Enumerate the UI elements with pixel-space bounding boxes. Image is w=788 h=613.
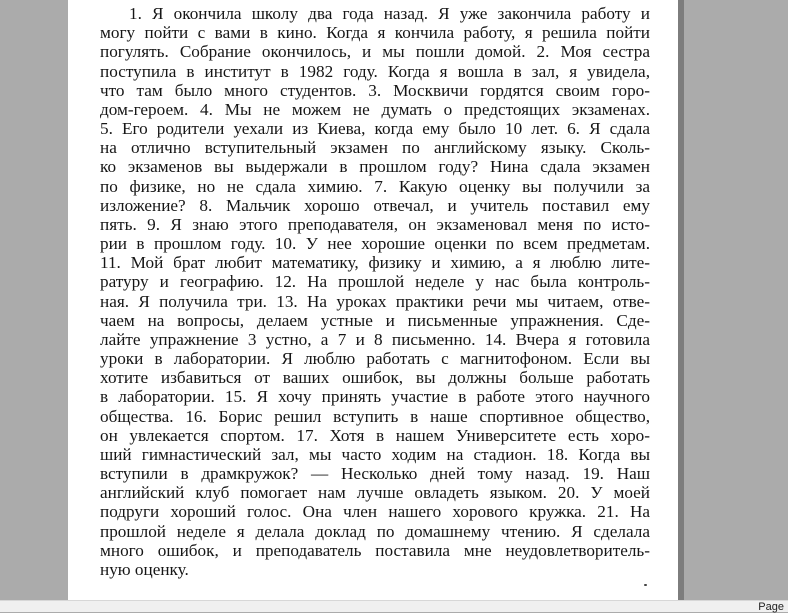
text-line: погулять. Собрание окончилось, и мы пошли домой. 2. Моя сестра bbox=[100, 42, 650, 62]
text-line: прошлой неделе я делала доклад по домашнему чтению. Я сделала bbox=[100, 521, 650, 541]
text-line: ко экзаменов вы выдержали в прошлом году? Нина сдала экзамен bbox=[100, 157, 650, 177]
text-line: вступили в драмкружок? — Несколько дней тому назад. 19. Наш bbox=[100, 464, 650, 484]
text-line: на отлично вступительный экзамен по английскому языку. Сколь- bbox=[100, 138, 650, 158]
text-line: по физике, но не сдала химию. 7. Какую оценку вы получили за bbox=[100, 176, 650, 196]
text-line: что там было много студентов. 3. Москвичи гордятся своим горо- bbox=[100, 80, 650, 100]
text-line: поступила в институт в 1982 году. Когда я вошла в зал, я увидела, bbox=[100, 61, 650, 81]
scan-speck bbox=[644, 584, 647, 586]
text-line: он увлекается спортом. 17. Хотя в нашем Университете есть хоро- bbox=[100, 425, 650, 445]
text-line: уроки в лаборатории. Я люблю работать с магнитофоном. Если вы bbox=[100, 349, 650, 369]
document-page[interactable] bbox=[68, 0, 678, 600]
status-bar bbox=[0, 600, 788, 612]
text-line: ратуру и географию. 12. На прошлой неделе у нас была контроль- bbox=[100, 272, 650, 292]
text-line: изложение? 8. Мальчик хорошо отвечал, и учитель поставил ему bbox=[100, 195, 650, 215]
text-line: английский клуб помогает нам лучше овладеть языком. 20. У моей bbox=[100, 483, 650, 503]
text-line: ная. Я получила три. 13. На уроках практики речи мы читаем, отве- bbox=[100, 291, 650, 311]
text-line: в лаборатории. 15. Я хочу принять участие в работе этого научного bbox=[100, 387, 650, 407]
text-line: рии в прошлом году. 10. У нее хорошие оценки по всем предметам. bbox=[100, 234, 650, 254]
page-text-block bbox=[100, 4, 650, 579]
text-line: много ошибок, и преподаватель поставила мне неудовлетворитель- bbox=[100, 540, 650, 560]
text-line: 11. Мой брат любит математику, физику и химию, а я люблю лите- bbox=[100, 253, 650, 273]
text-line: ную оценку. bbox=[100, 559, 189, 579]
text-line: подруги хороший голос. Она член нашего хорового кружка. 21. На bbox=[100, 502, 650, 522]
text-line: 1. Я окончила школу два года назад. Я уже закончила работу и bbox=[129, 4, 650, 23]
text-line: чаем на вопросы, делаем устные и письменные упражнения. Сде- bbox=[100, 310, 650, 330]
text-line: дом-героем. 4. Мы не можем не думать о предстоящих экзаменах. bbox=[100, 99, 650, 119]
text-line: 5. Его родители уехали из Киева, когда ему было 10 лет. 6. Я сдала bbox=[100, 119, 650, 139]
text-line: могу пойти с вами в кино. Когда я кончила работу, я решила пойти bbox=[100, 23, 650, 43]
text-line: хотите избавиться от ваших ошибок, вы должны больше работать bbox=[100, 368, 650, 388]
page-indicator-label: Page bbox=[758, 601, 784, 613]
text-line: пять. 9. Я знаю этого преподавателя, он экзаменовал меня по исто- bbox=[100, 214, 650, 234]
text-line: общества. 16. Борис решил вступить в наше спортивное общество, bbox=[100, 406, 650, 426]
text-line: лайте упражнение 3 устно, а 7 и 8 письменно. 14. Вчера я готовила bbox=[100, 329, 650, 349]
text-line: ший гимнастический зал, мы часто ходим на стадион. 18. Когда вы bbox=[100, 444, 650, 464]
